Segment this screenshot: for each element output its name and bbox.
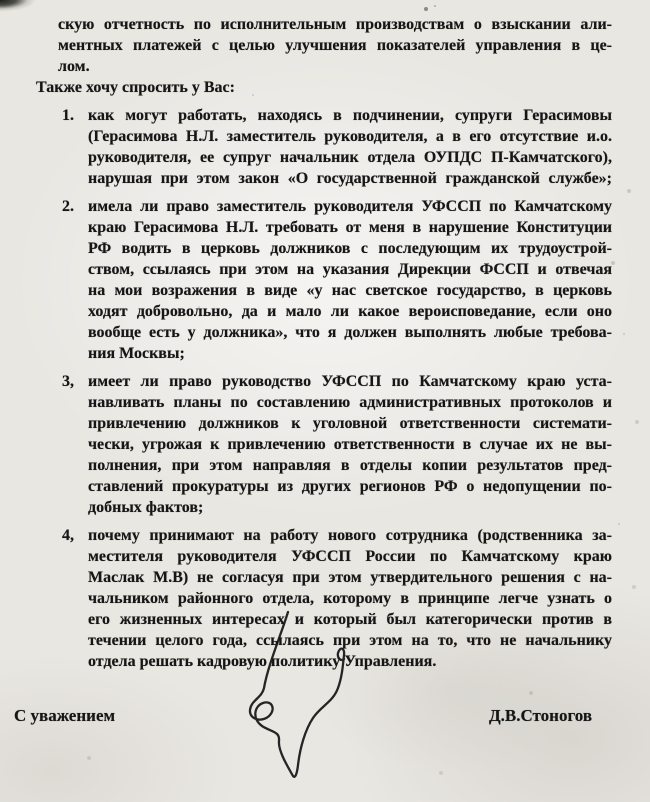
closing-salutation: С уважением — [14, 706, 116, 725]
list-number: 2. — [62, 198, 74, 215]
text-line: ментных платежей с целью улучшения показателей управления в це- — [58, 37, 612, 54]
text-line: добных фактов; — [88, 499, 204, 516]
signer-name: Д.В.Стоногов — [488, 706, 592, 725]
text-line: имела ли право заместитель руководителя УФССП по Камчатскому — [88, 198, 612, 215]
text-line: чески, угрожая к привлечению ответственности в случае их не вы- — [88, 436, 612, 453]
text-line: чальником районного отдела, которому в принципе легче узнать о — [88, 590, 612, 607]
intro-paragraph — [58, 14, 612, 77]
text-line: на мои возражения в виде «у нас светское государство, в церковь — [88, 282, 612, 299]
text-line: руководителя, ее супруг начальник отдела ОУПДС П-Камчатского), — [88, 149, 612, 166]
question-text — [88, 371, 612, 518]
text-line: привлечению должников к уголовной ответственности системати- — [88, 415, 612, 432]
question-text — [88, 196, 612, 364]
text-line: имеет ли право руководство УФССП по Камчатскому краю уста- — [88, 373, 612, 390]
list-number: 3, — [62, 373, 74, 390]
letter-body — [36, 14, 612, 672]
text-line: отдела решать кадровую политику Управления. — [88, 653, 437, 670]
text-line: ставлений прокуратуры из других регионов РФ о недопущении по- — [88, 478, 612, 495]
text-line: ством, ссылаясь при этом на указания Дирекции ФССП и отвечая — [88, 261, 612, 278]
text-line: вообще есть у должника», что я должен выполнять любые требова- — [88, 324, 612, 341]
text-line: Маслак М.В) не согласуя при этом утвердительного решения с на- — [88, 569, 612, 586]
text-line: краю Герасимова Н.Л. требовать от меня в нарушение Конституции — [88, 219, 612, 236]
text-line: скую отчетность по исполнительным производствам о взыскании али- — [58, 16, 612, 33]
scan-speckles — [0, 0, 2, 2]
text-line: нарушая при этом закон «О государственной гражданской службе»; — [88, 170, 612, 187]
text-line: лом. — [58, 58, 90, 75]
question-item-1 — [36, 105, 612, 189]
list-number: 1. — [62, 107, 74, 124]
question-text — [88, 105, 612, 189]
text-line: РФ водить в церковь должников с последующим их трудоустрой- — [88, 240, 612, 257]
lead-line: Также хочу спросить у Вас: — [36, 79, 235, 96]
text-line: его жизненных интересах и который был категорически против в — [88, 611, 612, 628]
text-line: полнения, при этом направляя в отделы копии результатов пред- — [88, 457, 612, 474]
list-number: 4, — [62, 527, 74, 544]
question-item-2 — [36, 196, 612, 364]
text-line: ходят добровольно, да и мало ли какое вероисповедание, если оно — [88, 303, 612, 320]
text-line: ния Москвы; — [88, 345, 185, 362]
text-line: течении целого года, ссылаясь при этом на то, что не начальнику — [88, 632, 612, 649]
text-line: местителя руководителя УФССП России по Камчатскому краю — [88, 548, 612, 565]
text-line: как могут работать, находясь в подчинении, супруги Герасимовы — [88, 107, 612, 124]
text-line: почему принимают на работу нового сотрудника (родственника за- — [88, 527, 612, 544]
question-item-3 — [36, 371, 612, 518]
text-line: навливать планы по составлению административных протоколов и — [88, 394, 612, 411]
signature-scribble — [243, 610, 363, 795]
text-line: (Герасимова Н.Л. заместитель руководителя, а в его отсутствие и.о. — [88, 128, 612, 145]
